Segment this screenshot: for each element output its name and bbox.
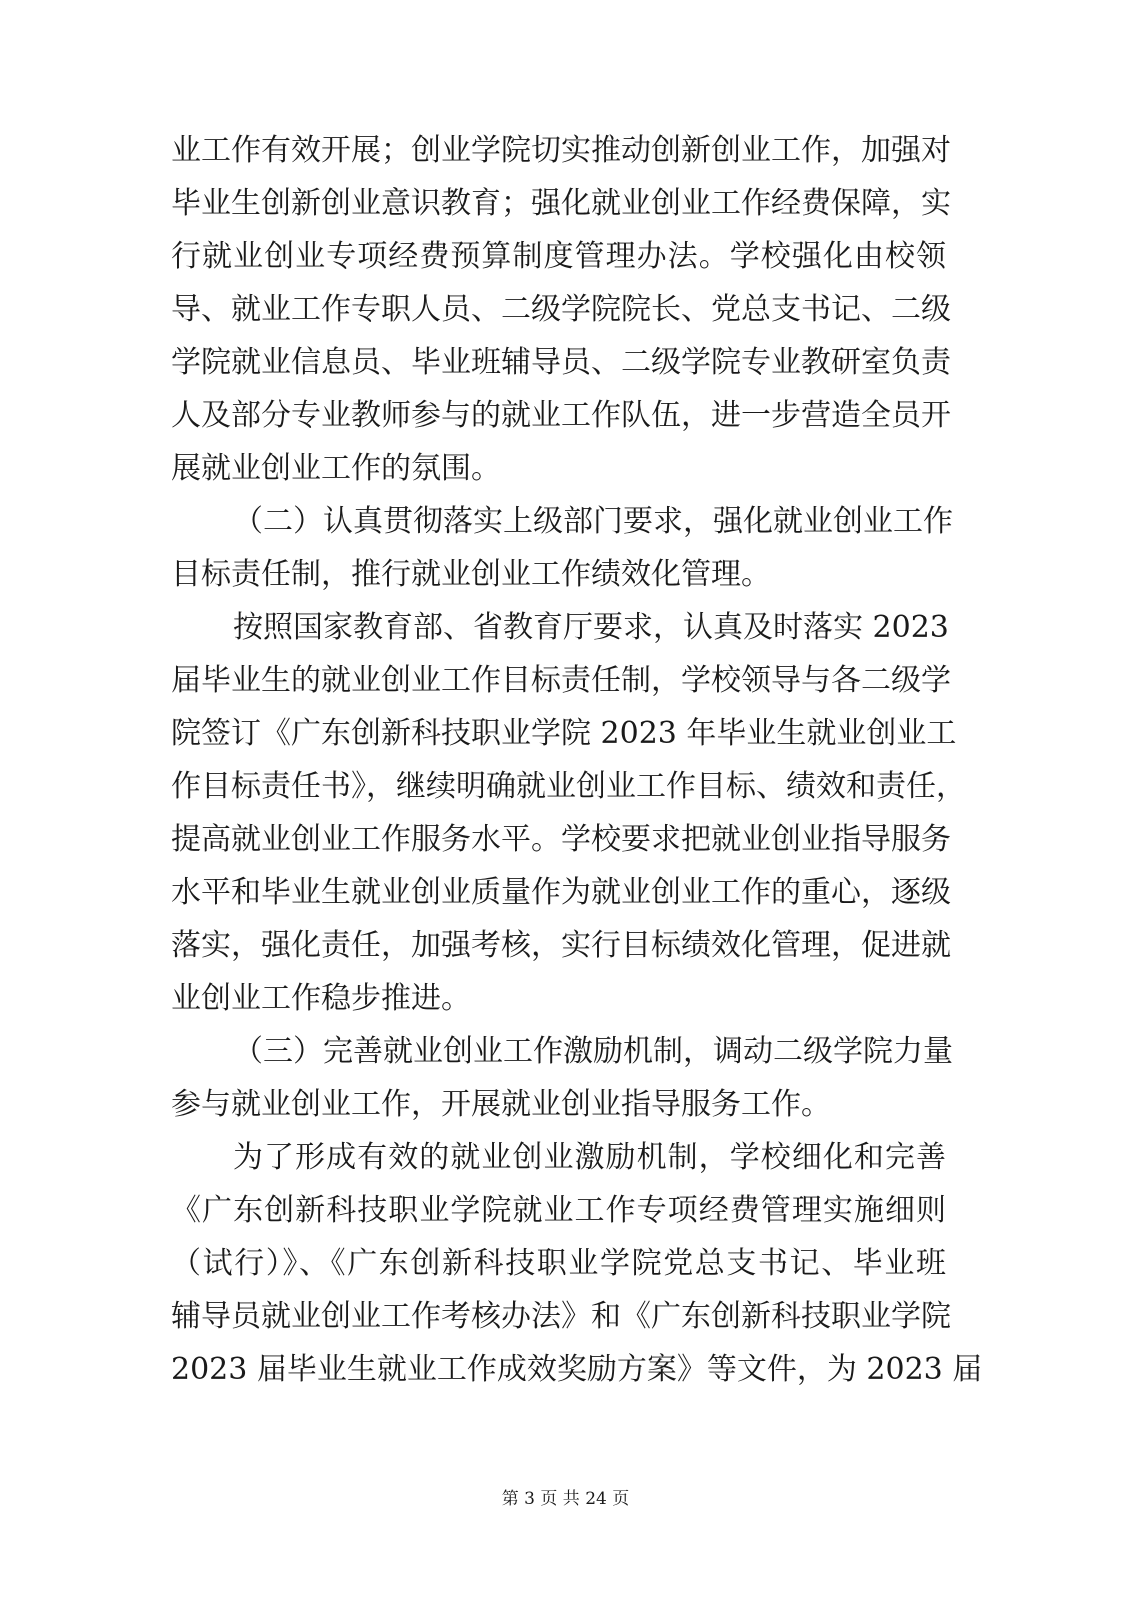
text-line: （试行）》、《广东创新科技职业学院党总支书记、毕业班 [171,1246,946,1281]
paragraph [171,495,953,601]
text-line: 参与就业创业工作，开展就业创业指导服务工作。 [171,1087,831,1122]
text-line: 作目标责任书》，继续明确就业创业工作目标、绩效和责任， [171,769,966,804]
text-line: 业工作有效开展；创业学院切实推动创新创业工作，加强对 [171,133,951,168]
text-line: 院签订《广东创新科技职业学院 2023 年毕业生就业创业工 [171,716,957,751]
text-line: 行就业创业专项经费预算制度管理办法。学校强化由校领 [171,239,946,274]
text-line: 落实，强化责任，加强考核，实行目标绩效化管理，促进就 [171,928,951,963]
text-line: 展就业创业工作的氛围。 [171,451,501,486]
page-number: 第 3 页 共 24 页 [501,1489,630,1509]
paragraph [171,601,966,1025]
text-line: 届毕业生的就业创业工作目标责任制，学校领导与各二级学 [171,663,951,698]
text-line: 辅导员就业创业工作考核办法》和《广东创新科技职业学院 [171,1299,951,1334]
text-line: 水平和毕业生就业创业质量作为就业创业工作的重心，逐级 [171,875,951,910]
text-line: 导、就业工作专职人员、二级学院院长、党总支书记、二级 [171,292,951,327]
text-line: 为了形成有效的就业创业激励机制，学校细化和完善 [233,1140,946,1175]
text-line: 2023 届毕业生就业工作成效奖励方案》等文件，为 2023 届 [171,1352,983,1387]
text-line: 按照国家教育部、省教育厅要求，认真及时落实 2023 [233,610,949,645]
paragraph [171,1025,953,1131]
text-line: 人及部分专业教师参与的就业工作队伍，进一步营造全员开 [171,398,951,433]
document-body[interactable] [171,124,983,1396]
text-line: 《广东创新科技职业学院就业工作专项经费管理实施细则 [171,1193,946,1228]
text-line: （三）完善就业创业工作激励机制，调动二级学院力量 [233,1034,953,1069]
text-line: 业创业工作稳步推进。 [171,981,471,1016]
paragraph [171,124,951,495]
text-line: 目标责任制，推行就业创业工作绩效化管理。 [171,557,771,592]
text-line: 提高就业创业工作服务水平。学校要求把就业创业指导服务 [171,822,951,857]
text-line: （二）认真贯彻落实上级部门要求，强化就业创业工作 [233,504,953,539]
paragraph [171,1131,983,1396]
text-line: 毕业生创新创业意识教育；强化就业创业工作经费保障，实 [171,186,951,221]
text-line: 学院就业信息员、毕业班辅导员、二级学院专业教研室负责 [171,345,951,380]
